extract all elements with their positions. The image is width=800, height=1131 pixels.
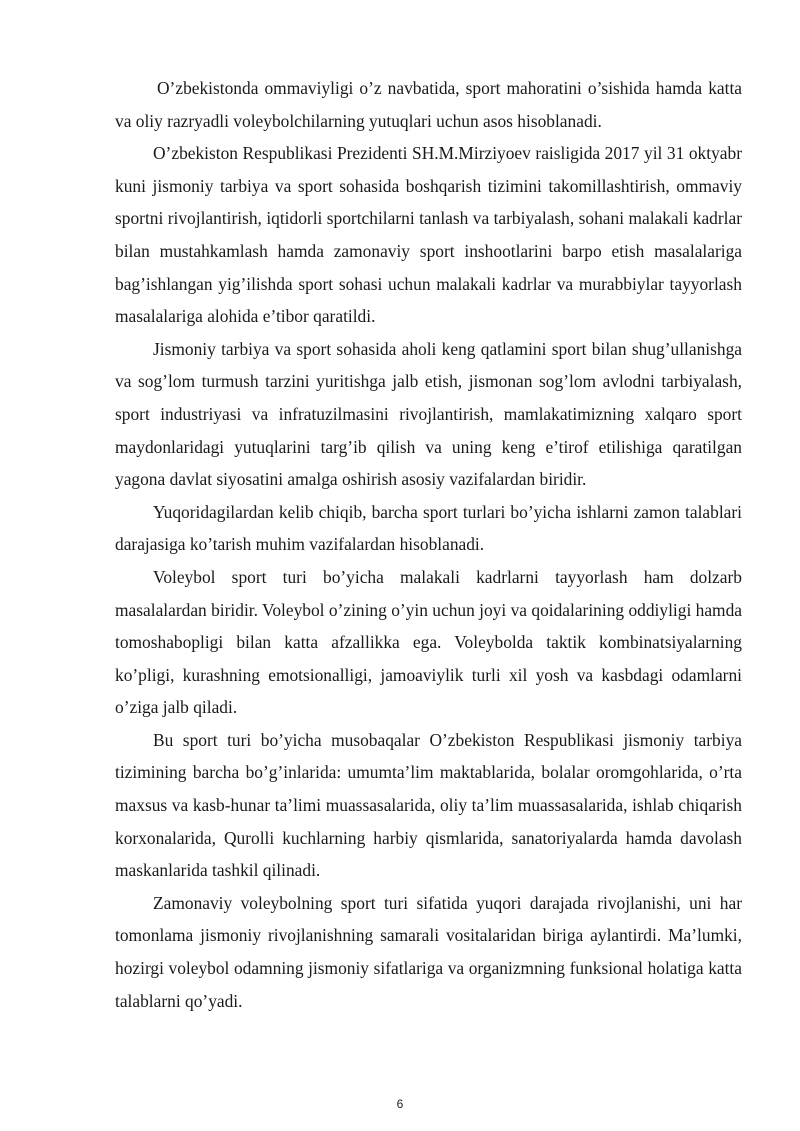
paragraph-3: Jismoniy tarbiya va sport sohasida aholi keng qatlamini sport bilan shug’ullanishga va sog’lom turmush tarzini yuritishga jalb etish, jismonan sog’lom avlodni tarbiyalash, sport industriyasi va infratuzilmasini rivojlantirish, mamlakatimizning xalqaro sport maydonlaridagi yutuqlarini targ’ib qilish va uning keng e’tirof etilishiga qaratilgan yagona davlat siyosatini amalga oshirish asosiy vazifalardan biridir.	[115, 338, 742, 490]
paragraph-1: O’zbekistonda ommaviyligi o’z navbatida, sport mahoratini o’sishida hamda katta va oliy razryadli voleybolchilarning yutuqlari uchun asos hisoblanadi.	[115, 78, 742, 131]
paragraph-2: O’zbekiston Respublikasi Prezidenti SH.M.Mirziyoev raisligida 2017 yil 31 oktyabr kuni jismoniy tarbiya va sport sohasida boshqarish tizimini takomillashtirish, ommaviy sportni rivojlantirish, iqtidorli sportchilarni tanlash va tarbiyalash, sohani malakali kadrlar bilan mustahkamlash hamda zamonaviy sport inshootlarini barpo etish masalalariga bag’ishlangan yig’ilishda sport sohasi uchun malakali kadrlar va murabbiylar tayyorlash masalalariga alohida e’tibor qaratildi.	[115, 143, 742, 327]
paragraph-7: Zamonaviy voleybolning sport turi sifatida yuqori darajada rivojlanishi, uni har tomonlama jismoniy rivojlanishning samarali vositalaridan biriga aylantirdi. Ma’lumki, hozirgi voleybol odamning jismoniy sifatlariga va organizmning funksional holatiga katta talablarni qo’yadi.	[115, 892, 742, 1011]
paragraph-5: Voleybol sport turi bo’yicha malakali kadrlarni tayyorlash ham dolzarb masalalardan biridir. Voleybol o’zining o’yin uchun joyi va qoidalarining oddiyligi hamda tomoshabopligi bilan katta afzallikka ega. Voleybolda taktik kombinatsiyalarning ko’pligi, kurashning emotsionalligi, jamoaviylik turli xil yosh va kasbdagi odamlarni o’ziga jalb qiladi.	[115, 566, 742, 718]
page-number: 6	[396, 1097, 404, 1111]
paragraph-6: Bu sport turi bo’yicha musobaqalar O’zbekiston Respublikasi jismoniy tarbiya tizimining barcha bo’g’inlarida: umumta’lim maktablarida, bolalar oromgohlarida, o’rta maxsus va kasb-hunar ta’limi muassasalarida, oliy ta’lim muassasalarida, ishlab chiqarish korxonalarida, Qurolli kuchlarning harbiy qismlarida, sanatoriyalarda hamda davolash maskanlarida tashkil qilinadi.	[115, 729, 742, 881]
paragraph-4: Yuqoridagilardan kelib chiqib, barcha sport turlari bo’yicha ishlarni zamon talablari darajasiga ko’tarish muhim vazifalardan hisoblanadi.	[115, 501, 742, 555]
document-body	[115, 72, 742, 1017]
